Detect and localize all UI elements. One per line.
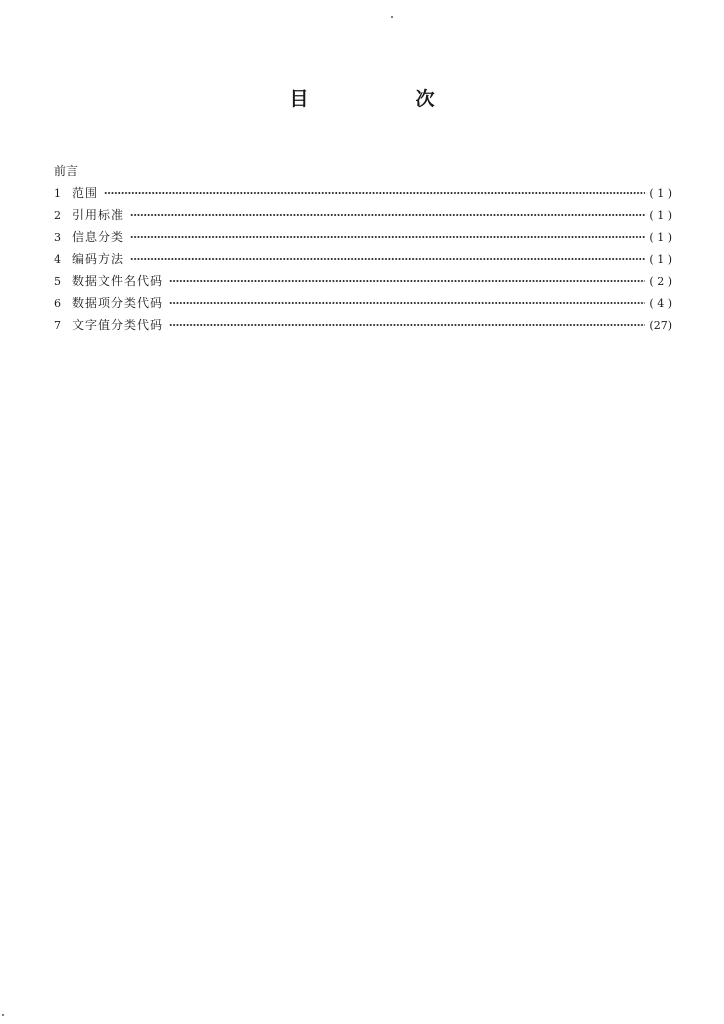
toc-entry[interactable] [54, 182, 672, 204]
toc-entry-page: (27) [649, 319, 672, 332]
page-title: 目 次 [289, 88, 479, 110]
toc-entry-number: 1 [54, 187, 61, 200]
toc-entry-number: 3 [54, 231, 61, 244]
toc-entry-page: ( 1 ) [649, 253, 672, 266]
toc-entry-label: 范围 [72, 186, 99, 200]
toc-entry-label: 引用标准 [72, 208, 125, 222]
toc-entry[interactable] [54, 270, 672, 292]
toc-entry[interactable] [54, 226, 672, 248]
toc-entry-number: 7 [54, 319, 61, 332]
toc-entry-label: 文字值分类代码 [72, 318, 164, 332]
toc-preface: 前言 [54, 164, 79, 178]
toc-entry[interactable] [54, 314, 672, 336]
toc-entry-number: 2 [54, 209, 61, 222]
scan-speck [2, 1014, 4, 1016]
toc-entry-label: 数据项分类代码 [72, 296, 164, 310]
dot-leader [169, 324, 645, 326]
toc-entry-page: ( 1 ) [649, 209, 672, 222]
toc-entry-label: 编码方法 [72, 252, 125, 266]
toc-entry-number: 6 [54, 297, 61, 310]
dot-leader [130, 214, 645, 216]
toc-entry[interactable] [54, 292, 672, 314]
toc-entry-number: 5 [54, 275, 61, 288]
dot-leader [130, 236, 645, 238]
toc-entry-page: ( 2 ) [649, 275, 672, 288]
toc-entry-number: 4 [54, 253, 61, 266]
toc-entry-page: ( 1 ) [649, 231, 672, 244]
dot-leader [169, 302, 645, 304]
toc-entry-label: 数据文件名代码 [72, 274, 164, 288]
toc-entry-label: 信息分类 [72, 230, 125, 244]
toc-entry[interactable] [54, 204, 672, 226]
dot-leader [169, 280, 645, 282]
scan-speck [391, 16, 393, 18]
toc-entry-page: ( 4 ) [649, 297, 672, 310]
toc-entry[interactable] [54, 248, 672, 270]
table-of-contents [54, 160, 672, 336]
dot-leader [104, 192, 645, 194]
dot-leader [130, 258, 645, 260]
toc-entry-page: ( 1 ) [649, 187, 672, 200]
